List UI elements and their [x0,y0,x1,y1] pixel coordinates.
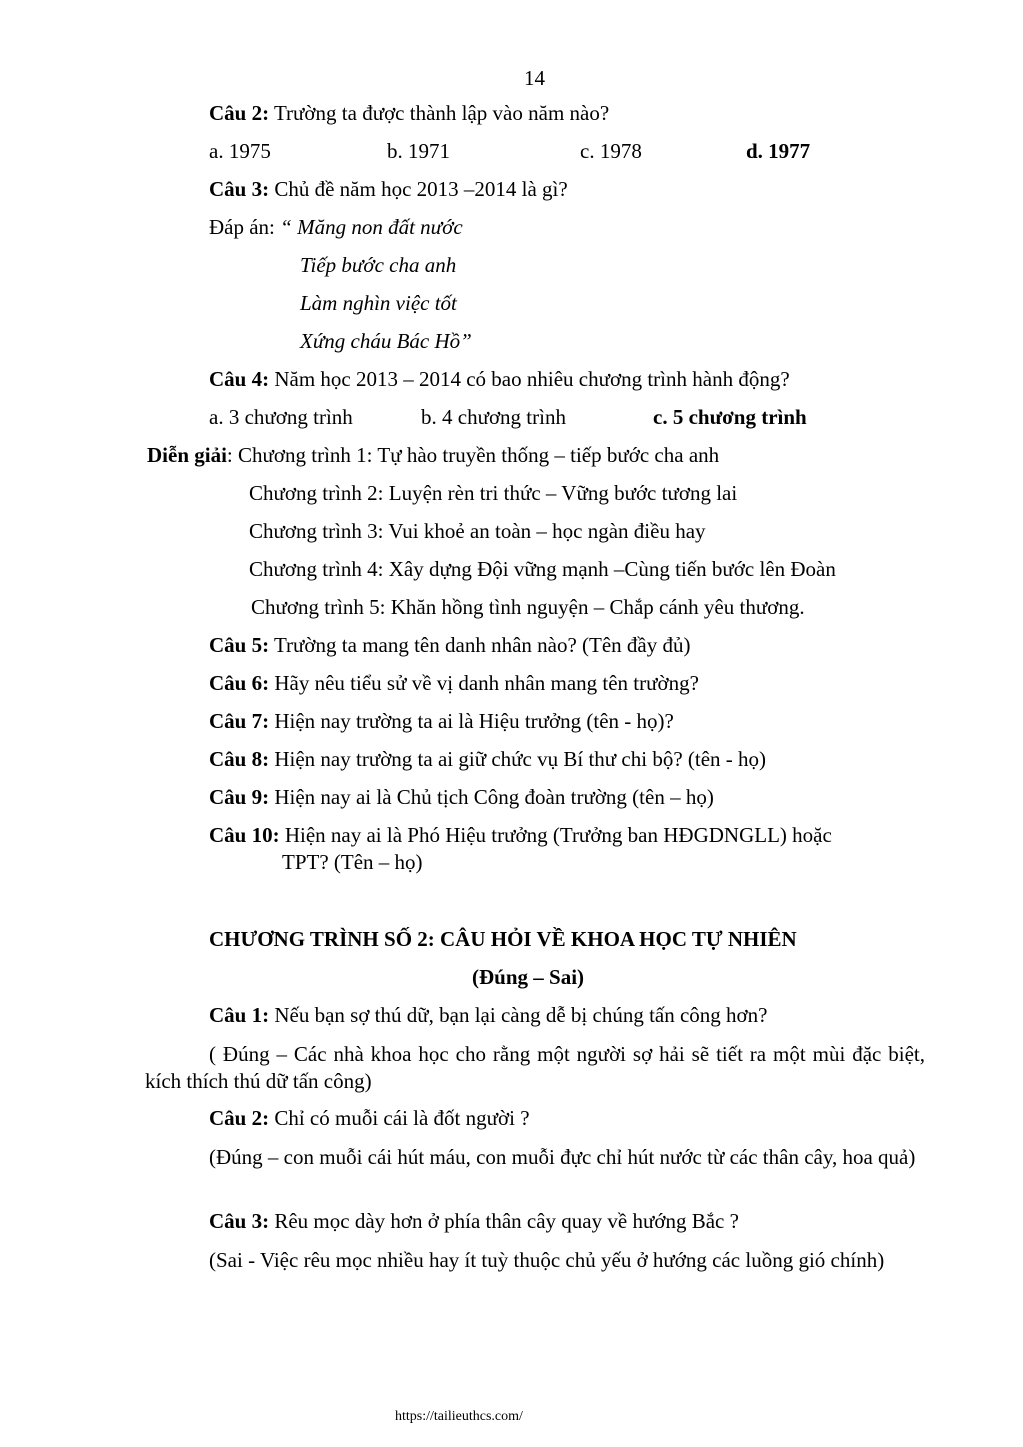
explanation-line-2: Chương trình 2: Luyện rèn tri thức – Vững bước tương lai [249,481,738,505]
explanation-text: : Chương trình 1: Tự hào truyền thống – tiếp bước cha anh [226,443,720,467]
question-label: Câu 3: [209,1209,270,1233]
question-label: Câu 4: [209,367,270,391]
question-label: Câu 3: [209,177,270,201]
question-10 [209,823,832,848]
question-label: Câu 8: [209,747,270,771]
option-d-correct: d. 1977 [746,139,811,163]
question-label: Câu 5: [209,633,270,657]
answer-line-4: Xứng cháu Bác Hồ” [300,329,472,353]
option-a: a. 1975 [209,139,271,163]
question-text: Trường ta mang tên danh nhân nào? (Tên đầy đủ) [269,633,691,657]
question-text: Chủ đề năm học 2013 –2014 là gì? [269,177,568,201]
answer-line-2: Tiếp bước cha anh [300,253,457,277]
answer-text: “ Măng non đất nước [280,215,463,239]
question-text: Hiện nay trường ta ai giữ chức vụ Bí thư chi bộ? (tên - họ) [269,747,767,771]
option-c-correct: c. 5 chương trình [653,405,807,429]
question-label: Câu 10: [209,823,280,847]
footer-url[interactable]: https://tailieuthcs.com/ [395,1409,523,1424]
question-text: Rêu mọc dày hơn ở phía thân cây quay về hướng Bắc ? [269,1209,739,1233]
section2-question-1 [209,1003,767,1028]
section-title: CHƯƠNG TRÌNH SỐ 2: CÂU HỎI VỀ KHOA HỌC TỰ NHIÊN [209,927,797,951]
question-text: Năm học 2013 – 2014 có bao nhiêu chương trình hành động? [269,367,790,391]
section2-question-3 [209,1209,739,1234]
question-3 [209,177,568,202]
question-5 [209,633,691,658]
question-label: Câu 2: [209,101,270,125]
question-text: Hiện nay ai là Phó Hiệu trưởng (Trưởng ban HĐGDNGLL) hoặc [279,823,832,847]
question-text: Nếu bạn sợ thú dữ, bạn lại càng dễ bị chúng tấn công hơn? [269,1003,768,1027]
explanation-label: Diễn giải [147,443,227,467]
question-2 [209,101,609,126]
section2-question-2 [209,1106,530,1131]
question-text: Hãy nêu tiểu sử về vị danh nhân mang tên trường? [269,671,699,695]
explanation-line-3: Chương trình 3: Vui khoẻ an toàn – học ngàn điều hay [249,519,706,543]
question-text: Trường ta được thành lập vào năm nào? [269,101,610,125]
question-10-continuation: TPT? (Tên – họ) [282,850,423,874]
question-text: Chỉ có muỗi cái là đốt người ? [269,1106,530,1130]
explanation-line-5: Chương trình 5: Khăn hồng tình nguyện – Chắp cánh yêu thương. [251,595,805,619]
question-9 [209,785,714,810]
question-label: Câu 1: [209,1003,270,1027]
question-label: Câu 9: [209,785,270,809]
question-7 [209,709,674,734]
question-label: Câu 7: [209,709,270,733]
question-text: Hiện nay ai là Chủ tịch Công đoàn trường (tên – họ) [269,785,714,809]
answer-line-1 [209,215,463,240]
page-number: 14 [524,66,545,90]
answer-line-3: Làm nghìn việc tốt [300,291,457,315]
option-c: c. 1978 [580,139,642,163]
question-text: Hiện nay trường ta ai là Hiệu trưởng (tên - họ)? [269,709,674,733]
answer-label: Đáp án: [209,215,281,239]
question-6 [209,671,699,696]
option-a: a. 3 chương trình [209,405,353,429]
section2-answer-2: (Đúng – con muỗi cái hút máu, con muỗi đực chỉ hút nước từ các thân cây, hoa quả) [209,1145,916,1169]
question-4 [209,367,790,392]
question-8 [209,747,766,772]
question-label: Câu 6: [209,671,270,695]
option-b: b. 4 chương trình [421,405,566,429]
explanation-line-4: Chương trình 4: Xây dựng Đội vững mạnh –Cùng tiến bước lên Đoàn [249,557,836,581]
section2-answer-1: ( Đúng – Các nhà khoa học cho rằng một người sợ hải sẽ tiết ra một mùi đặc biệt, kích thích thú dữ tấn công) [145,1042,925,1093]
explanation-line-1 [147,443,719,468]
option-b: b. 1971 [387,139,450,163]
section-subtitle: (Đúng – Sai) [472,965,585,989]
question-label: Câu 2: [209,1106,270,1130]
section2-answer-3: (Sai - Việc rêu mọc nhiều hay ít tuỳ thuộc chủ yếu ở hướng các luồng gió chính) [209,1248,885,1272]
